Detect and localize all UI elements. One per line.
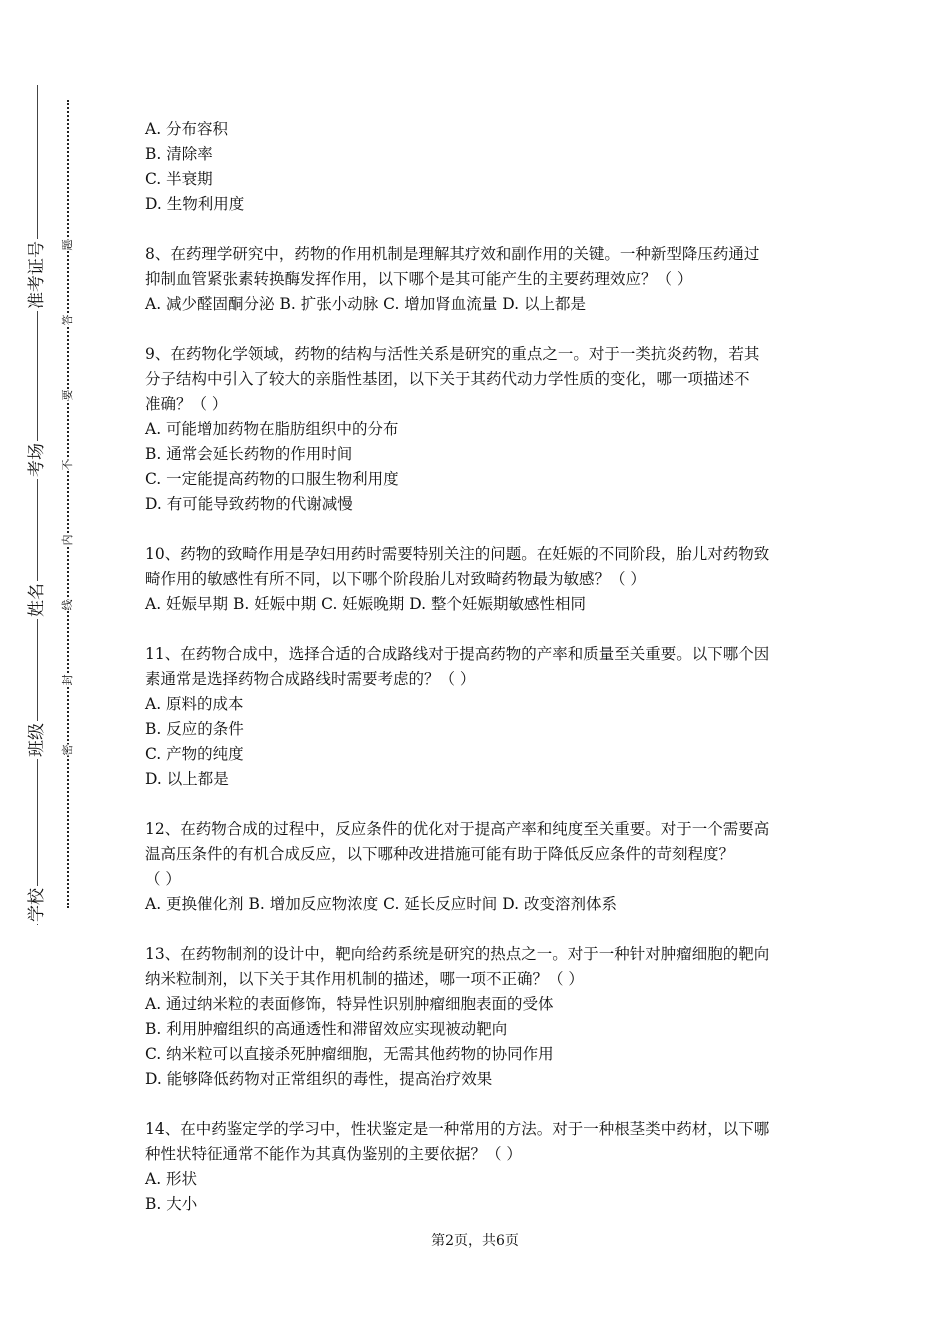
- class-field-label: 班级: [27, 723, 47, 757]
- page-footer: 第2页，共6页: [431, 1233, 519, 1249]
- question-line: 12、在药物合成的过程中，反应条件的优化对于提高产率和纯度至关重要。对于一个需要高: [145, 820, 770, 838]
- binding-line: [37, 85, 38, 925]
- seal-char: 内: [61, 534, 74, 546]
- question-block: [145, 642, 825, 792]
- question-line: A. 更换催化剂 B. 增加反应物浓度 C. 延长反应时间 D. 改变溶剂体系: [145, 895, 617, 913]
- question-line: A. 通过纳米粒的表面修饰，特异性识别肿瘤细胞表面的受体: [145, 995, 554, 1013]
- question-line: 准确？（ ）: [145, 395, 228, 413]
- question-line: A. 原料的成本: [145, 695, 244, 713]
- question-line: D. 有可能导致药物的代谢减慢: [145, 495, 353, 513]
- school-field-label: 学校: [27, 888, 47, 922]
- question-content: [145, 117, 825, 1242]
- question-block: [145, 817, 825, 917]
- seal-char: 不: [61, 459, 74, 471]
- exam-room-field-label: 考场: [27, 443, 47, 477]
- question-line: 11、在药物合成中，选择合适的合成路线对于提高药物的产率和质量至关重要。以下哪个因: [145, 645, 770, 663]
- question-block: [145, 1117, 825, 1217]
- question-line: A. 可能增加药物在脂肪组织中的分布: [145, 420, 399, 438]
- question-line: C. 纳米粒可以直接杀死肿瘤细胞，无需其他药物的协同作用: [145, 1045, 554, 1063]
- seal-char: 封: [61, 674, 74, 686]
- question-line: 8、在药理学研究中，药物的作用机制是理解其疗效和副作用的关键。一种新型降压药通过: [145, 245, 760, 263]
- question-line: D. 以上都是: [145, 770, 229, 788]
- question-line: 9、在药物化学领域，药物的结构与活性关系是研究的重点之一。对于一类抗炎药物，若其: [145, 345, 760, 363]
- question-line: 10、药物的致畸作用是孕妇用药时需要特别关注的问题。在妊娠的不同阶段，胎儿对药物致: [145, 545, 770, 563]
- question-line: 分子结构中引入了较大的亲脂性基团，以下关于其药代动力学性质的变化，哪一项描述不: [145, 370, 750, 388]
- seal-char: 答: [61, 314, 74, 326]
- question-options-block: [145, 117, 825, 217]
- name-field-label: 姓名: [27, 583, 47, 617]
- question-line: C. 半衰期: [145, 170, 213, 188]
- seal-char: 线: [61, 599, 74, 611]
- exam-id-field-label: 准考证号: [27, 241, 47, 309]
- question-line: B. 利用肿瘤组织的高通透性和滞留效应实现被动靶向: [145, 1020, 508, 1038]
- question-line: A. 分布容积: [145, 120, 229, 138]
- seal-char: 要: [61, 389, 74, 401]
- question-block: [145, 542, 825, 617]
- question-line: B. 反应的条件: [145, 720, 244, 738]
- question-line: 抑制血管紧张素转换酶发挥作用，以下哪个是其可能产生的主要药理效应？（ ）: [145, 270, 693, 288]
- question-line: 素通常是选择药物合成路线时需要考虑的？（ ）: [145, 670, 476, 688]
- question-line: B. 通常会延长药物的作用时间: [145, 445, 353, 463]
- seal-char: 密: [61, 744, 74, 756]
- question-line: D. 生物利用度: [145, 195, 245, 213]
- question-line: D. 能够降低药物对正常组织的毒性，提高治疗效果: [145, 1070, 493, 1088]
- question-block: [145, 342, 825, 517]
- question-block: [145, 242, 825, 317]
- question-line: 温高压条件的有机合成反应，以下哪种改进措施可能有助于降低反应条件的苛刻程度？: [145, 845, 735, 863]
- question-line: B. 清除率: [145, 145, 213, 163]
- question-line: 14、在中药鉴定学的学习中，性状鉴定是一种常用的方法。对于一种根茎类中药材，以下哪: [145, 1120, 770, 1138]
- question-line: A. 妊娠早期 B. 妊娠中期 C. 妊娠晚期 D. 整个妊娠期敏感性相同: [145, 595, 586, 613]
- question-line: 纳米粒制剂，以下关于其作用机制的描述，哪一项不正确？（ ）: [145, 970, 584, 988]
- question-line: （ ）: [145, 870, 181, 888]
- question-line: A. 形状: [145, 1170, 198, 1188]
- question-line: 13、在药物制剂的设计中，靶向给药系统是研究的热点之一。对于一种针对肿瘤细胞的靶向: [145, 945, 770, 963]
- seal-char: 题: [61, 239, 74, 251]
- question-line: C. 一定能提高药物的口服生物利用度: [145, 470, 399, 488]
- question-line: A. 减少醛固酮分泌 B. 扩张小动脉 C. 增加肾血流量 D. 以上都是: [145, 295, 586, 313]
- question-line: 种性状特征通常不能作为其真伪鉴别的主要依据？（ ）: [145, 1145, 522, 1163]
- question-line: 畸作用的敏感性有所不同，以下哪个阶段胎儿对致畸药物最为敏感？（ ）: [145, 570, 646, 588]
- seal-dotted-line: [67, 100, 69, 908]
- question-block: [145, 942, 825, 1092]
- question-line: C. 产物的纯度: [145, 745, 244, 763]
- question-line: B. 大小: [145, 1195, 198, 1213]
